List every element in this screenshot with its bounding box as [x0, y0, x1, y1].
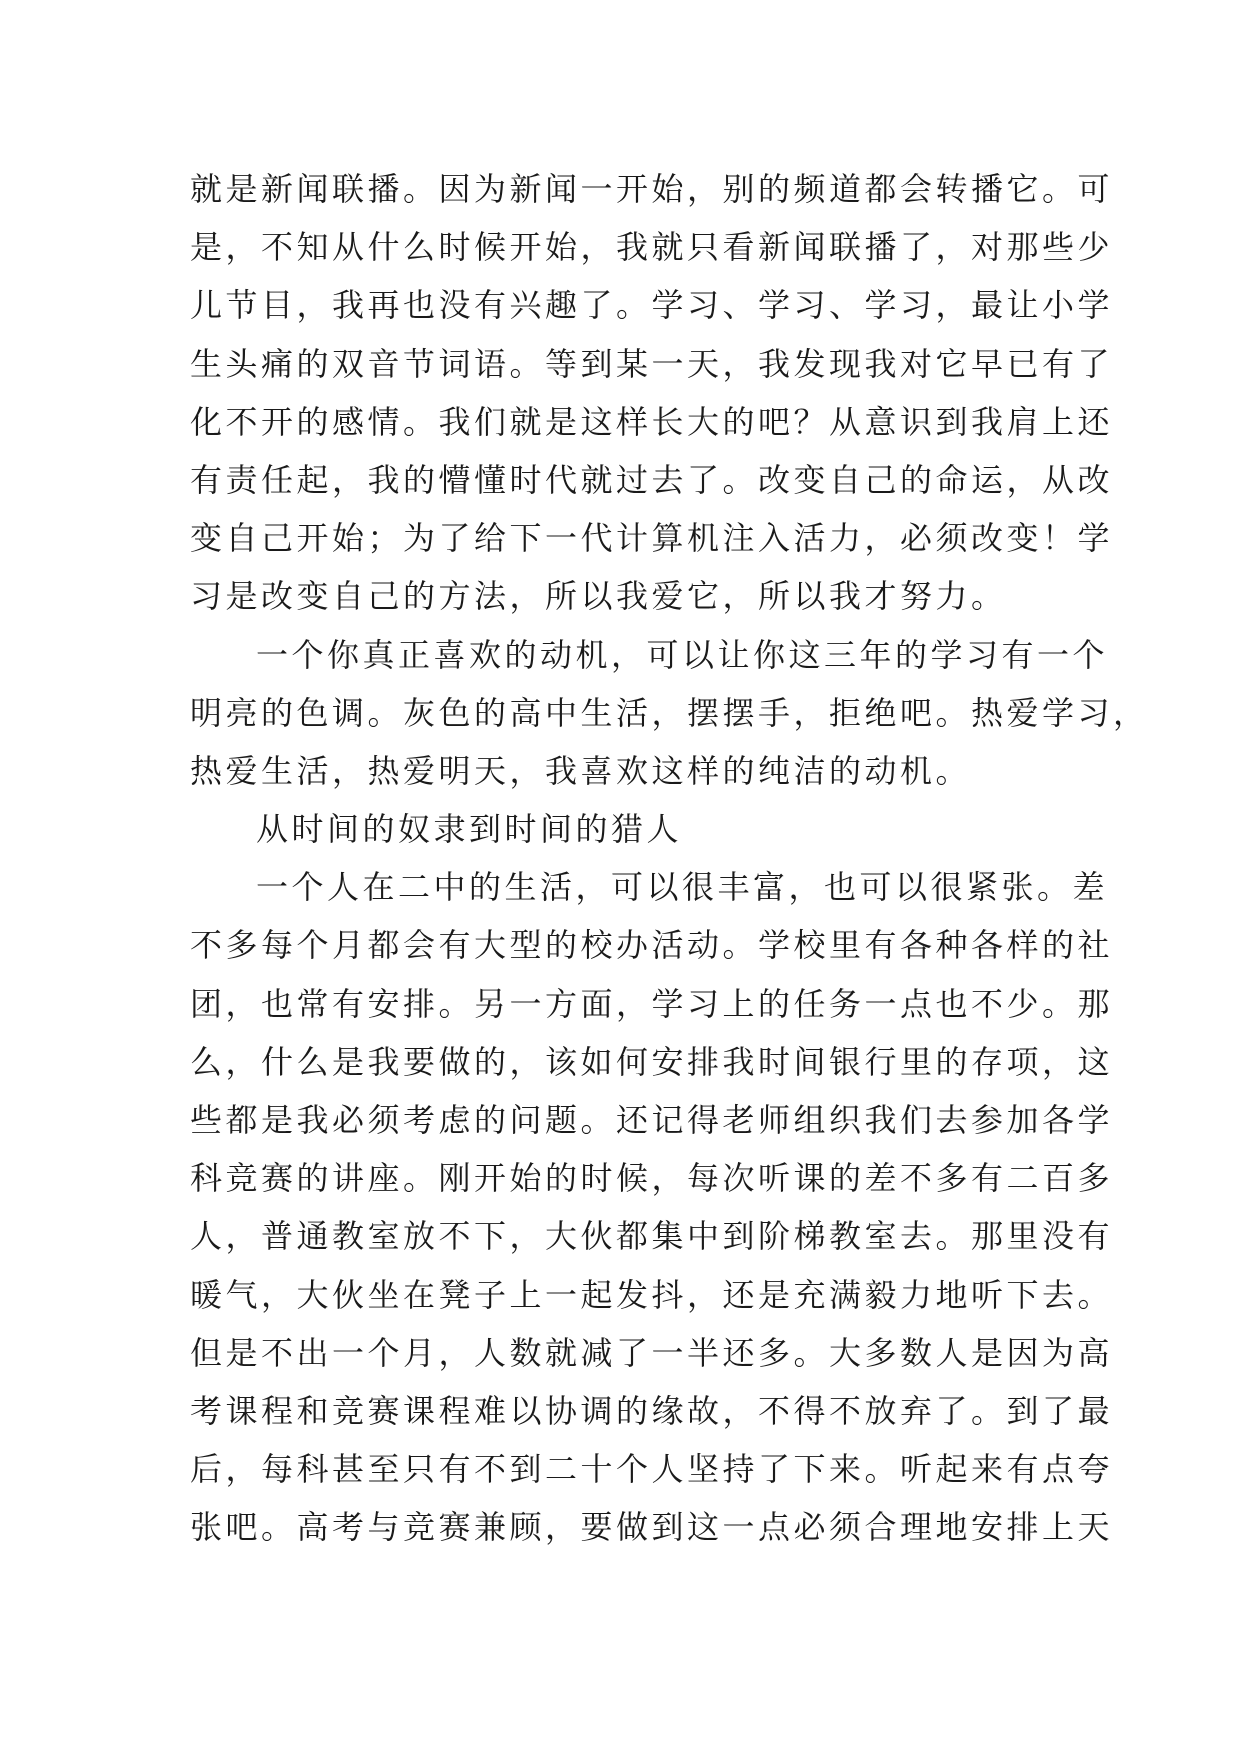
paragraph-start-line: 一个你真正喜欢的动机，可以让你这三年的学习有一个 — [256, 635, 1109, 674]
text-line: 生头痛的双音节词语。等到某一天，我发现我对它早已有了 — [190, 344, 1114, 383]
text-line: 变自己开始；为了给下一代计算机注入活力，必须改变！学 — [190, 519, 1114, 558]
text-line: 热爱生活，热爱明天，我喜欢这样的纯洁的动机。 — [190, 751, 972, 790]
text-line: 不多每个月都会有大型的校办活动。学校里有各种各样的社 — [190, 926, 1114, 965]
body-text — [190, 160, 1149, 1557]
text-line: 后，每科甚至只有不到二十个人坚持了下来。听起来有点夸 — [190, 1450, 1114, 1489]
text-line: 人，普通教室放不下，大伙都集中到阶梯教室去。那里没有 — [190, 1217, 1114, 1256]
text-line: 张吧。高考与竞赛兼顾，要做到这一点必须合理地安排上天 — [190, 1508, 1114, 1547]
text-line: 是，不知从什么时候开始，我就只看新闻联播了，对那些少 — [190, 228, 1114, 267]
text-line: 么，什么是我要做的，该如何安排我时间银行里的存项，这 — [190, 1042, 1114, 1081]
text-line: 明亮的色调。灰色的高中生活，摆摆手，拒绝吧。热爱学习， — [190, 693, 1149, 732]
section-heading: 从时间的奴隶到时间的猎人 — [256, 810, 683, 849]
text-line: 化不开的感情。我们就是这样长大的吧？从意识到我肩上还 — [190, 402, 1114, 441]
text-line: 有责任起，我的懵懂时代就过去了。改变自己的命运，从改 — [190, 460, 1114, 499]
text-line: 科竞赛的讲座。刚开始的时候，每次听课的差不多有二百多 — [190, 1159, 1114, 1198]
text-line: 但是不出一个月，人数就减了一半还多。大多数人是因为高 — [190, 1333, 1114, 1372]
text-line: 儿节目，我再也没有兴趣了。学习、学习、学习，最让小学 — [190, 286, 1114, 325]
text-line: 就是新闻联播。因为新闻一开始，别的频道都会转播它。可 — [190, 170, 1114, 208]
text-line: 习是改变自己的方法，所以我爱它，所以我才努力。 — [190, 577, 1007, 616]
text-line: 暖气，大伙坐在凳子上一起发抖，还是充满毅力地听下去。 — [190, 1275, 1114, 1314]
paragraph-start-line: 一个人在二中的生活，可以很丰富，也可以很紧张。差 — [256, 868, 1109, 907]
text-line: 些都是我必须考虑的问题。还记得老师组织我们去参加各学 — [190, 1101, 1114, 1139]
text-line: 团，也常有安排。另一方面，学习上的任务一点也不少。那 — [190, 984, 1114, 1023]
text-line: 考课程和竞赛课程难以协调的缘故，不得不放弃了。到了最 — [190, 1391, 1114, 1430]
